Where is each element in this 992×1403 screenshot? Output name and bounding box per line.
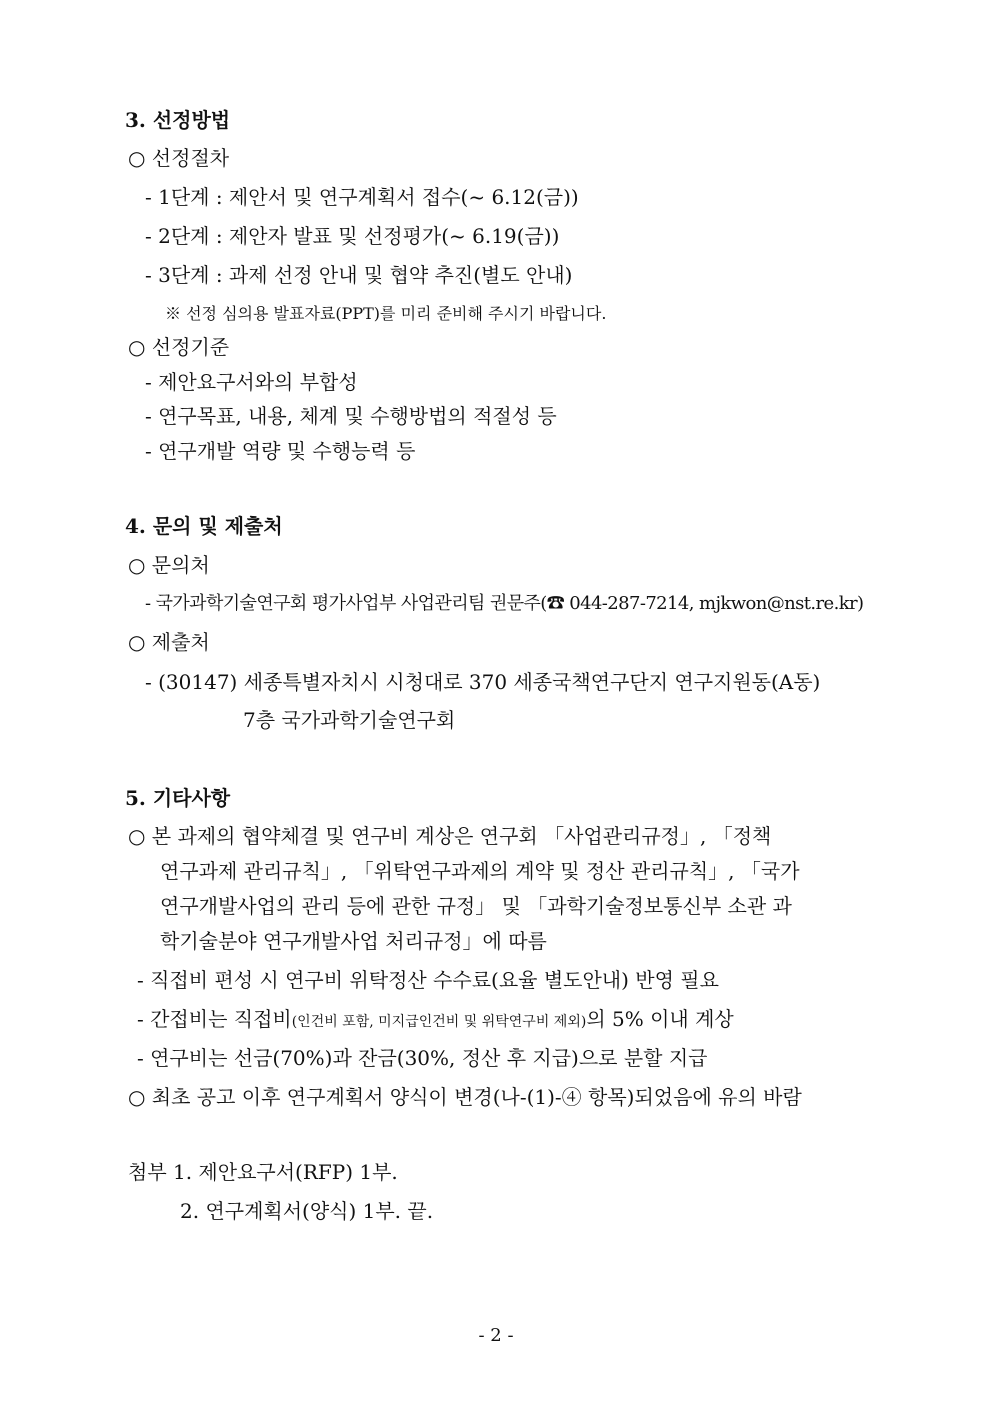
bullet-indirect-cost bbox=[137, 1005, 734, 1036]
paragraph-1-line-2: 연구과제 관리규칙」, 「위탁연구과제의 계약 및 정산 관리규칙」, 「국가 bbox=[160, 859, 800, 883]
paragraph-1-line-4: 학기술분야 연구개발사업 처리규정」에 따름 bbox=[160, 929, 547, 953]
section-5-title: 5. 기타사항 bbox=[125, 786, 231, 810]
page-number: - 2 - bbox=[478, 1325, 514, 1346]
paragraph-1-line-1: ○ 본 과제의 협약체결 및 연구비 계상은 연구회 「사업관리규정」, 「정책 bbox=[128, 824, 772, 848]
attachment-1: 첨부 1. 제안요구서(RFP) 1부. bbox=[128, 1160, 398, 1184]
criterion-2: - 연구목표, 내용, 체계 및 수행방법의 적절성 등 bbox=[145, 404, 557, 428]
address-line-1: - (30147) 세종특별자치시 시청대로 370 세종국책연구단지 연구지원동(A동) bbox=[145, 670, 821, 694]
submission-heading: ○ 제출처 bbox=[128, 630, 210, 654]
step-1: - 1단계 : 제안서 및 연구계획서 접수(~ 6.12(금)) bbox=[145, 185, 579, 209]
indirect-cost-rate: 의 5% 이내 계상 bbox=[586, 1007, 734, 1031]
criterion-1: - 제안요구서와의 부합성 bbox=[145, 370, 358, 394]
inquiry-heading: ○ 문의처 bbox=[128, 553, 210, 577]
step-2: - 2단계 : 제안자 발표 및 선정평가(~ 6.19(금)) bbox=[145, 224, 560, 248]
ppt-note: ※ 선정 심의용 발표자료(PPT)를 미리 준비해 주시기 바랍니다. bbox=[165, 304, 607, 323]
paragraph-1-line-3: 연구개발사업의 관리 등에 관한 규정」 및 「과학기술정보통신부 소관 과 bbox=[160, 894, 792, 918]
bullet-direct-cost: - 직접비 편성 시 연구비 위탁정산 수수료(요율 별도안내) 반영 필요 bbox=[137, 968, 719, 992]
indirect-cost-main: - 간접비는 직접비 bbox=[137, 1007, 292, 1031]
contact-info: - 국가과학기술연구회 평가사업부 사업관리팀 권문주(☎ 044-287-7214, mjkwon@nst.re.kr) bbox=[145, 593, 864, 614]
bullet-payment: - 연구비는 선금(70%)과 잔금(30%, 정산 후 지급)으로 분할 지급 bbox=[137, 1046, 708, 1070]
selection-criteria: ○ 선정기준 bbox=[128, 335, 230, 359]
criterion-3: - 연구개발 역량 및 수행능력 등 bbox=[145, 439, 416, 463]
indirect-cost-detail: (인건비 포함, 미지급인건비 및 위탁연구비 제외) bbox=[291, 1014, 587, 1030]
paragraph-2: ○ 최초 공고 이후 연구계획서 양식이 변경(나-(1)-④ 항목)되었음에 유의 바람 bbox=[128, 1085, 802, 1109]
selection-procedure: ○ 선정절차 bbox=[128, 146, 230, 170]
section-3-title: 3. 선정방법 bbox=[125, 108, 231, 132]
address-line-2: 7층 국가과학기술연구회 bbox=[243, 708, 456, 732]
step-3: - 3단계 : 과제 선정 안내 및 협약 추진(별도 안내) bbox=[145, 263, 573, 287]
section-4-title: 4. 문의 및 제출처 bbox=[125, 514, 283, 538]
attachment-2: 2. 연구계획서(양식) 1부. 끝. bbox=[180, 1199, 434, 1223]
